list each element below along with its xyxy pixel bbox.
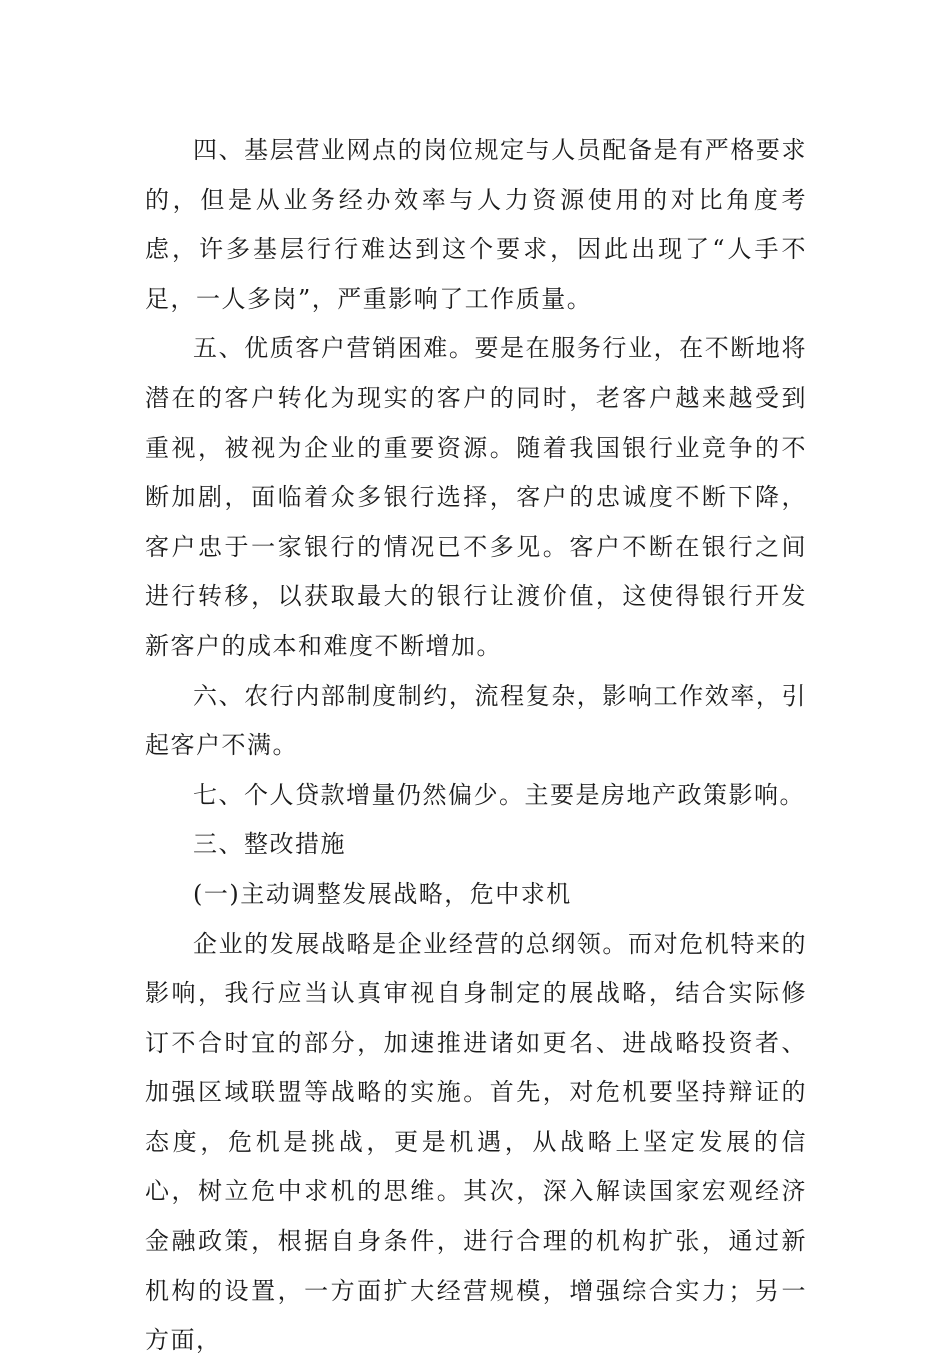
subsection-heading: (一)主动调整发展战略，危中求机 (193, 879, 572, 908)
paragraph-item-four: 四、基层营业网点的岗位规定与人员配备是有严格要求的，但是从业务经办效率与人力资源使用的对比角度考虑，许多基层行行难达到这个要求，因此出现了“人手不足，一人多岗”，严重影响了工作质量。 (145, 136, 807, 313)
paragraph-item-six: 六、农行内部制度制约，流程复杂，影响工作效率，引起客户不满。 (145, 681, 807, 760)
section-heading: 三、整改措施 (193, 830, 346, 859)
document-page (145, 126, 807, 1366)
body-paragraph: 企业的发展战略是企业经营的总纲领。而对危机特来的影响，我行应当认真审视自身制定的展战略，结合实际修订不合时宜的部分，加速推进诸如更名、进战略投资者、加强区域联盟等战略的实施。首先，对危机要坚持辩证的态度，危机是挑战，更是机遇，从战略上坚定发展的信心，树立危中求机的思维。其次，深入解读国家宏观经济金融政策，根据自身条件，进行合理的机构扩张，通过新机构的设置，一方面扩大经营规模，增强综合实力；另一方面， (145, 929, 807, 1355)
paragraph-item-five: 五、优质客户营销困难。要是在服务行业，在不断地将潜在的客户转化为现实的客户的同时，老客户越来越受到重视，被视为企业的重要资源。随着我国银行业竞争的不断加剧，面临着众多银行选择，客户的忠诚度不断下降，客户忠于一家银行的情况已不多见。客户不断在银行之间进行转移，以获取最大的银行让渡价值，这使得银行开发新客户的成本和难度不断增加。 (145, 334, 807, 660)
paragraph-item-seven: 七、个人贷款增量仍然偏少。主要是房地产政策影响。 (193, 780, 805, 809)
